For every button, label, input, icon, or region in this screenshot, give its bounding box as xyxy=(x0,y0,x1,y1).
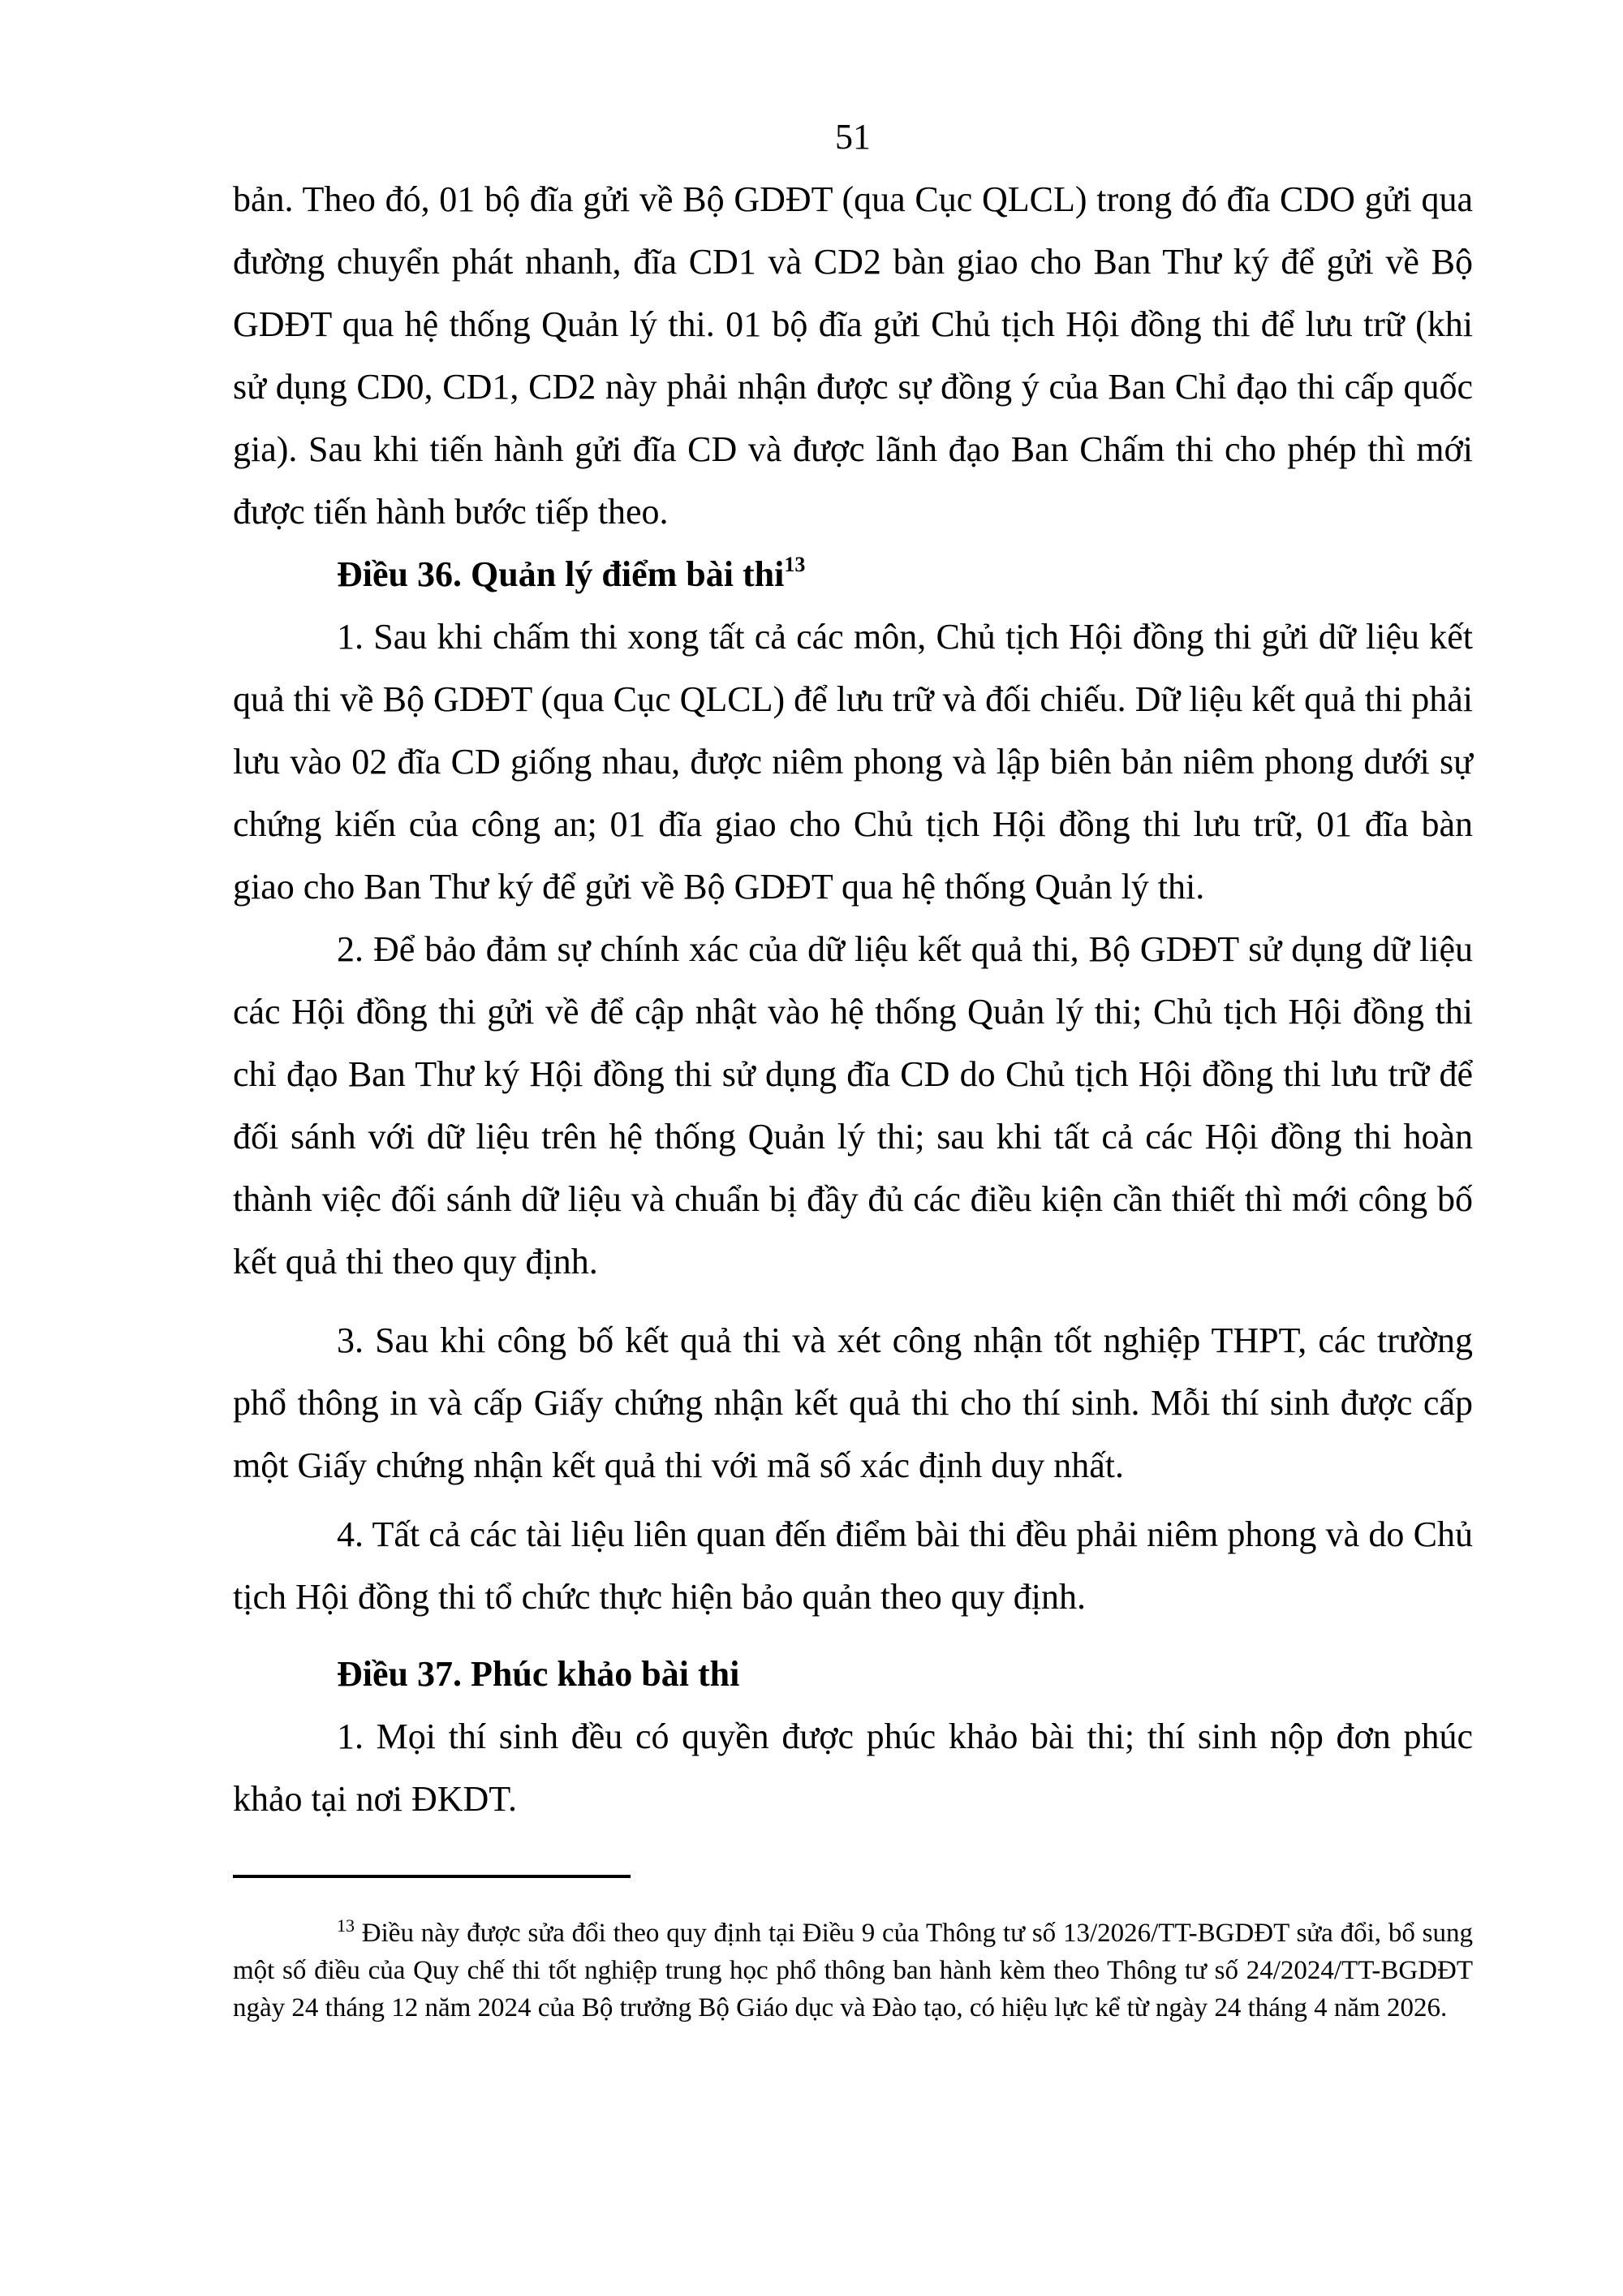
paragraph xyxy=(233,168,1473,543)
paragraph xyxy=(233,1309,1473,1497)
footnote xyxy=(233,1915,1473,2027)
paragraph-text: 2. Để bảo đảm sự chính xác của dữ liệu kết quả thi, Bộ GDĐT sử dụng dữ liệu các Hội đồng thi gửi về để cập nhật vào hệ thống Quản lý thi; Chủ tịch Hội đồng thi chỉ đạo Ban Thư ký Hội đồng thi sử dụng đĩa CD do Chủ tịch Hội đồng thi lưu trữ để đối sánh với dữ liệu trên hệ thống Quản lý thi; sau khi tất cả các Hội đồng thi hoàn thành việc đối sánh dữ liệu và chuẩn bị đầy đủ các điều kiện cần thiết thì mới công bố kết quả thi theo quy định. xyxy=(233,929,1473,1282)
footnote-separator xyxy=(233,1875,631,1878)
paragraph-text: bản. Theo đó, 01 bộ đĩa gửi về Bộ GDĐT (qua Cục QLCL) trong đó đĩa CDO gửi qua đường chuyển phát nhanh, đĩa CD1 và CD2 bàn giao cho Ban Thư ký để gửi về Bộ GDĐT qua hệ thống Quản lý thi. 01 bộ đĩa gửi Chủ tịch Hội đồng thi để lưu trữ (khi sử dụng CD0, CD1, CD2 này phải nhận được sự đồng ý của Ban Chỉ đạo thi cấp quốc gia). Sau khi tiến hành gửi đĩa CD và được lãnh đạo Ban Chấm thi cho phép thì mới được tiến hành bước tiếp theo. xyxy=(233,179,1473,532)
paragraph xyxy=(233,605,1473,918)
footnote-marker: 13 xyxy=(337,1915,355,1936)
footnote-text: Điều này được sửa đổi theo quy định tại Điều 9 của Thông tư số 13/2026/TT-BGDĐT sửa đổi, bổ sung một số điều của Quy chế thi tốt nghiệp trung học phổ thông ban hành kèm theo Thông tư số 24/2024/TT-BGDĐT ngày 24 tháng 12 năm 2024 của Bộ trưởng Bộ Giáo dục và Đào tạo, có hiệu lực kể từ ngày 24 tháng 4 năm 2026. xyxy=(233,1919,1473,2022)
paragraph xyxy=(233,1503,1473,1628)
paragraph-text: 3. Sau khi công bố kết quả thi và xét công nhận tốt nghiệp THPT, các trường phổ thông in và cấp Giấy chứng nhận kết quả thi cho thí sinh. Mỗi thí sinh được cấp một Giấy chứng nhận kết quả thi với mã số xác định duy nhất. xyxy=(233,1320,1473,1485)
paragraph xyxy=(233,918,1473,1293)
heading-text: Điều 36. Quản lý điểm bài thi xyxy=(337,554,785,594)
page-number: 51 xyxy=(835,117,871,157)
section-heading-dieu-37 xyxy=(233,1643,1473,1705)
paragraph-text: 4. Tất cả các tài liệu liên quan đến điểm bài thi đều phải niêm phong và do Chủ tịch Hội đồng thi tổ chức thực hiện bảo quản theo quy định. xyxy=(233,1514,1473,1617)
paragraph-text: 1. Sau khi chấm thi xong tất cả các môn, Chủ tịch Hội đồng thi gửi dữ liệu kết quả thi về Bộ GDĐT (qua Cục QLCL) để lưu trữ và đối chiếu. Dữ liệu kết quả thi phải lưu vào 02 đĩa CD giống nhau, được niêm phong và lập biên bản niêm phong dưới sự chứng kiến của công an; 01 đĩa giao cho Chủ tịch Hội đồng thi lưu trữ, 01 đĩa bàn giao cho Ban Thư ký để gửi về Bộ GDĐT qua hệ thống Quản lý thi. xyxy=(233,617,1473,907)
paragraph xyxy=(233,1705,1473,1830)
section-heading-dieu-36 xyxy=(233,543,1473,605)
document-body xyxy=(233,168,1473,1830)
paragraph-text: 1. Mọi thí sinh đều có quyền được phúc khảo bài thi; thí sinh nộp đơn phúc khảo tại nơi ĐKDT. xyxy=(233,1717,1473,1819)
heading-text: Điều 37. Phúc khảo bài thi xyxy=(337,1654,740,1694)
footnote-reference: 13 xyxy=(784,553,806,576)
